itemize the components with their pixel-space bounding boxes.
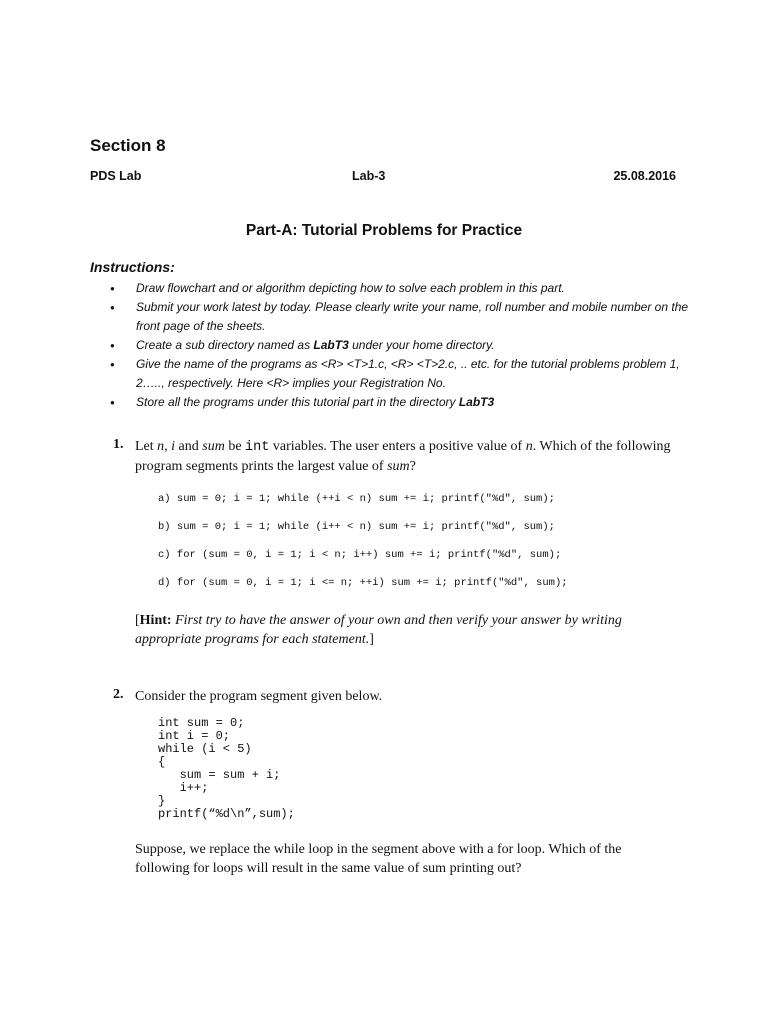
bold-text: Hint:	[139, 613, 172, 628]
lab-date: 25.08.2016	[613, 169, 676, 183]
text-run: variables. The user enters a positive value of	[269, 439, 526, 454]
italic-text: i	[171, 439, 176, 454]
italic-text: n	[157, 439, 165, 454]
lab-name: Lab-3	[352, 169, 386, 183]
question-1-hint	[135, 611, 675, 649]
italic-text: n	[525, 439, 533, 454]
text-run: ,	[164, 439, 172, 454]
bold-text: LabT3	[458, 395, 495, 409]
text-run: Give the name of the programs as <R> <T>1.c, <R> <T>2.c, .. etc. for the tutorial problems problem 1, 2….., respectively. Here <R> implies your Registration No.	[136, 357, 680, 390]
text-run: be	[224, 439, 246, 454]
bold-text: LabT3	[313, 338, 349, 352]
text-run: . Which of the following program segments prints the largest value of	[135, 439, 671, 474]
instructions-heading: Instructions:	[90, 259, 175, 275]
code-text: int	[245, 440, 270, 455]
question-1-option-b: b) sum = 0; i = 1; while (i++ < n) sum += i; printf("%d", sum);	[158, 521, 555, 533]
question-2-followup: Suppose, we replace the while loop in the segment above with a for loop. Which of the following for loops will result in the same value of sum printing out?	[135, 842, 622, 876]
text-run: Create a sub directory named as	[136, 338, 314, 352]
text-run: Store all the programs under this tutorial part in the directory	[136, 395, 459, 409]
question-2-code: int sum = 0; int i = 0; while (i < 5) { sum = sum + i; i++; } printf(“%d\n”,sum);	[158, 716, 295, 821]
question-1-option-a: a) sum = 0; i = 1; while (++i < n) sum += i; printf("%d", sum);	[158, 493, 555, 505]
instruction-item	[110, 336, 690, 355]
instructions-list	[110, 279, 690, 412]
text-run: Submit your work latest by today. Please clearly write your name, roll number and mobile number on the front page of the sheets.	[136, 300, 689, 333]
instruction-item	[110, 355, 690, 393]
text-run: Draw flowchart and or algorithm depicting how to solve each problem in this part.	[136, 281, 565, 295]
question-1-text	[135, 437, 675, 476]
text-run: ]	[369, 632, 374, 647]
text-run: ?	[409, 459, 416, 474]
question-1-option-c: c) for (sum = 0, i = 1; i < n; i++) sum += i; printf("%d", sum);	[158, 549, 562, 561]
italic-text: First try to have the answer of your own and then verify your answer by writing appropriate programs for each statement.	[135, 613, 622, 647]
question-2-number: 2.	[113, 687, 124, 702]
instruction-item	[110, 298, 690, 336]
instruction-item	[110, 279, 690, 298]
question-1-option-d: d) for (sum = 0, i = 1; i <= n; ++i) sum += i; printf("%d", sum);	[158, 577, 568, 589]
italic-text: sum	[387, 459, 410, 474]
text-run: and	[175, 439, 203, 454]
question-1-number: 1.	[113, 437, 124, 452]
text-run: under your home directory.	[348, 338, 495, 352]
instruction-item	[110, 393, 690, 412]
text-run: [	[135, 613, 140, 628]
section-title: Section 8	[90, 136, 166, 155]
text-run: Let	[135, 439, 158, 454]
part-title: Part-A: Tutorial Problems for Practice	[245, 222, 523, 239]
italic-text: sum	[202, 439, 225, 454]
course-name: PDS Lab	[90, 169, 142, 183]
question-2-text: Consider the program segment given below.	[135, 689, 383, 704]
